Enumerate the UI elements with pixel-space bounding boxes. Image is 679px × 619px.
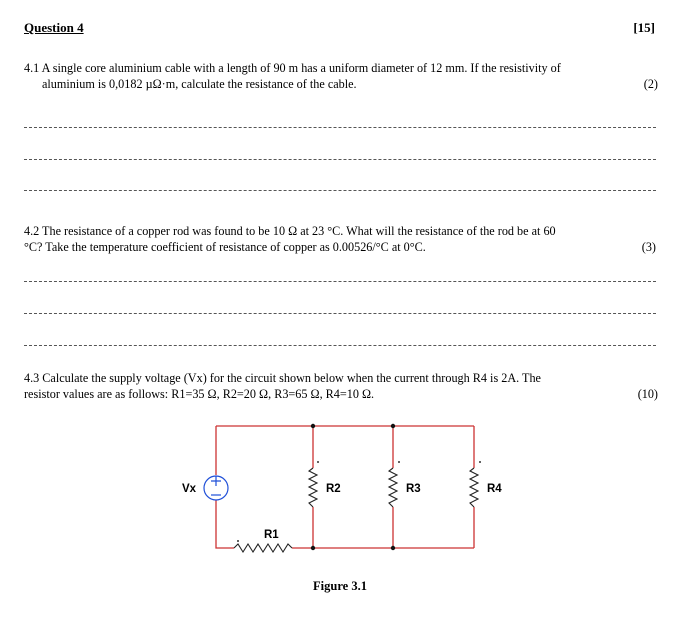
question-4-1-line1: 4.1 A single core aluminium cable with a length of 90 m has a uniform diameter of 12 mm. If the resistivity of (24, 61, 561, 75)
junction-dot (311, 424, 315, 428)
junction-dot (311, 546, 315, 550)
wire-left-lower (216, 500, 234, 548)
junction-dot (391, 546, 395, 550)
question-title-text: Question 4 (24, 20, 84, 35)
question-4-2-line2-text: °C? Take the temperature coefficient of resistance of copper as 0.00526/°C at 0°C. (24, 239, 426, 254)
r4-label: R4 (487, 483, 502, 495)
junction-dot (391, 424, 395, 428)
r3-label: R3 (406, 483, 421, 495)
resistor-r1-icon (234, 544, 292, 552)
question-4-1-line2-text: aluminium is 0,0182 µΩ·m, calculate the resistance of the cable. (42, 76, 357, 91)
question-4-3-marks: (10) (637, 386, 658, 401)
question-4-2-marks: (3) (641, 239, 656, 254)
question-4-1-marks: (2) (643, 76, 658, 91)
figure-caption: Figure 3.1 (313, 579, 367, 593)
junction-dots (311, 424, 395, 550)
r1-label: R1 (264, 529, 279, 541)
polarity-dot (317, 461, 319, 463)
circuit-wires (216, 426, 474, 548)
source-label: Vx (182, 483, 197, 495)
r2-label: R2 (326, 483, 341, 495)
question-4-2-line1: 4.2 The resistance of a copper rod was found to be 10 Ω at 23 °C. What will the resistance of the rod be at 60 (24, 224, 556, 238)
resistor-r2-icon (309, 468, 317, 507)
question-4-3-line2-text: resistor values are as follows: R1=35 Ω, R2=20 Ω, R3=65 Ω, R4=10 Ω. (24, 386, 375, 401)
voltage-source-icon (204, 476, 228, 500)
question-4-3-line1: 4.3 Calculate the supply voltage (Vx) for the circuit shown below when the current through R4 is 2A. The (24, 371, 541, 385)
resistor-r4-icon (470, 468, 478, 507)
polarity-dot (237, 540, 239, 542)
polarity-dot (398, 461, 400, 463)
question-total-marks: [15] (633, 20, 655, 35)
resistor-r3-icon (389, 468, 397, 507)
polarity-dot (479, 461, 481, 463)
